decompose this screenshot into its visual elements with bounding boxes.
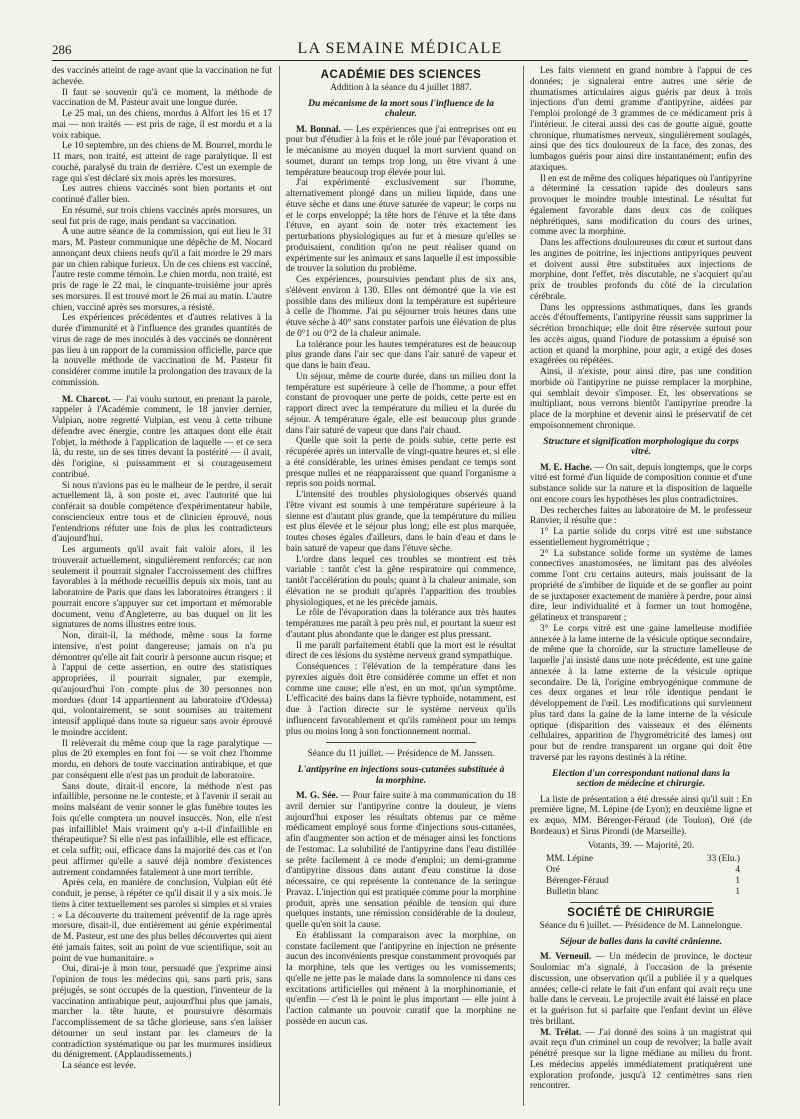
paragraph: Des recherches faites au laboratoire de M. le professeur Ranvier, il résulte que : [530, 505, 752, 527]
paragraph: Il me paraît parfaitement établi que la mort est le résultat direct de ces lésions du système nerveux grand sympathique. [286, 640, 516, 662]
paragraph: Les autres chiens vaccinés sont bien portants et ont continué d'aller bien. [52, 184, 272, 205]
paragraph [530, 952, 752, 1027]
vote-row [530, 865, 752, 876]
vote-count: 4 [735, 865, 740, 875]
paragraph: Si nous n'avions pas eu le malheur de le perdre, il serait actuellement là, à son poste et, avec l'autorité que lui conférait sa double compétence d'expérimentateur habile, consciencieux entre tous et de clinicien éprouvé, nous l'entendrions réfuter une fois de plus les contradicteurs d'aujourd'hui. [52, 480, 272, 545]
paragraph: La séance est levée. [62, 1061, 136, 1071]
speaker-name: M. G. Sée. [296, 791, 338, 801]
article-title: Election d'un correspondant national dans la section de médecine et chirurgie. [552, 768, 730, 789]
paragraph: Le 10 septembre, un des chiens de M. Bourrel, mordu le 11 mars, non traité, est atteint de rage paralytique. Il est couché, paralysé du train de derrière. C'est un exemple de rage qui s'est déclaré six mois après les morsures. [52, 141, 272, 184]
vote-name: Bérenger-Féraud [546, 875, 609, 886]
vote-name: Bulletin blanc [546, 886, 599, 897]
vote-row [530, 887, 752, 898]
paragraph: Les expériences précédentes et d'autres relatives à la durée d'immunité et à l'influence des grandes quantités de virus de rage de mes inoculés à des vaccinés ne donnèrent pas lieu à un rapport de la commission officielle, parce que la nouvelle méthode de vaccination de M. Pasteur fit considérer comme inutile la prolongation des travaux de la commission. [52, 313, 272, 388]
paragraph: Un séjour, même de courte durée, dans un milieu dont la température est supérieure à celle de l'homme, a pour effet constant de provoquer une perte de poids, cette perte est en rapport direct avec la température du milieu et la durée du séjour. A température égale, elle est beaucoup plus grande dans l'air saturé de vapeur que dans l'air chaud. [286, 371, 516, 436]
paragraph: La liste de présentation a été dressée ainsi qu'il suit : En première ligne, M. Lépine (de Lyon); en deuxième ligne et ex æquo, MM. Bérenger-Féraud (de Toulon), Oré (de Bordeaux) et Sirus Pirondi (de Marseille). [530, 794, 752, 837]
paragraph: Ainsi, il n'existe, pour ainsi dire, pas une condition morbide où l'antipyrine ne puisse remplacer la morphine, qui semblait devoir s'imposer. Et, les observations se multipliant, nous verrons bientôt l'antipyrine prendre la place de la morphine et devenir ainsi le préservatif de cet empoisonnement chronique. [530, 367, 752, 431]
article-title: L'antipyrine en injections sous-cutanées substituée à la morphine. [297, 765, 505, 786]
article-title: Séjour de balles dans la cavité crânienne. [559, 936, 723, 947]
paragraph: L'ordre dans lequel ces troubles se montrent est très variable : tantôt c'est la gêne respiratoire qui commence, tantôt l'accélération du pouls; quant à la chaleur animale, son élévation ne se produit qu'après l'apparition des troubles physiologiques, et ne les précède jamais. [286, 554, 516, 608]
paragraph: Il relèverait du même coup que la rage paralytique — plus de 20 exemples en font foi — se voit chez l'homme mordu, en dehors de toute vaccination antirabique, et que par conséquent elle n'est pas un produit de laboratoire. [52, 738, 272, 781]
votes-line: Votants, 39. — Majorité, 20. [587, 840, 695, 851]
paragraph: La tolérance pour les hautes températures est de beaucoup plus grande dans l'air sec que dans l'air saturé de vapeur et que dans le bain d'eau. [286, 339, 516, 371]
vote-count: 1 [735, 875, 740, 886]
paragraph: Après cela, en manière de conclusion, Vulpian eût été conduit, je pense, à répéter ce qu'il disait il y a six mois. Je tiens à citer textuellement ses paroles si simples et si vraies : « La découverte du traitement préventif de la rage après morsure, disait-il, due entièrement au génie expérimental de M. Pasteur, est une des plus belles découvertes qui aient été jamais faites, soit au point de vue scientifique, soit au point de vue humanitaire. » [52, 878, 272, 964]
vote-name: Oré [546, 865, 560, 875]
speaker-name: M. Trélat. [540, 1027, 582, 1038]
paragraph: Il faut se souvenir qu'à ce moment, la méthode de vaccination de M. Pasteur avait une longue durée. [52, 87, 272, 109]
paragraph: Le 25 mai, un des chiens, mordus à Alfort les 16 et 17 mai — non traités — est pris de rage, il est mordu et a la voix rabique. [52, 109, 272, 141]
paragraph: Non, dirait-il, la méthode, même sous la forme intensive, n'est point dangereuse; jamais on n'a pu démontrer qu'elle ait fait courir à personne aucun risque; et à l'appui de cette assertion, en outre des statistiques appropriées, il pourrait signaler, par exemple, qu'aujourd'hui l'on compte plus de 30 personnes non mordues (dont 14 appartiennent au laboratoire d'Odessa) qui, volontairement, se sont soumises au traitement intensif appliqué dans toute sa rigueur sans avoir éprouvé le moindre accident. [52, 631, 272, 738]
column-rule [279, 66, 280, 1106]
paragraph: Oui, dirai-je à mon tour, persuadé que j'exprime ainsi l'opinion de tous les médecins qui, sans parti pris, sans préjugés, se sont occupés de la question, l'inventeur de la vaccination antirabique peut, aujourd'hui plus que jamais, marcher la tête haute, et poursuivre désormais l'accomplissement de sa tâche glorieuse, sans s'en laisser détourner un seul instant par les clameurs de la contradiction systématique ou par les murmures insidieux du dénigrement. (Applaudissements.) [52, 964, 272, 1061]
paragraph: J'ai expérimenté exclusivement sur l'homme, alternativement plongé dans un milieu liquide, dans une étuve sèche et dans une étuve saturée de vapeur; le corps nu et le corps enveloppé; la tête hors de l'étuve et la tête dans l'étuve, en ayant soin de noter très exactement les perturbations physiologiques au fur et à mesure qu'elles se produisaient, condition qu'on ne peut réaliser quand on expérimente sur les animaux et sans laquelle il est impossible de trouver la solution du problème. [286, 178, 516, 275]
paragraph: 2° La substance solide forme un système de lames connectives anastomosées, ne limitant pas des alvéoles comme l'ont cru certains auteurs, mais jouissant de la propriété de s'imbiber de liquide et de se gonfler au point de se juxtaposer exactement de manière à perdre, pour ainsi dire, leur individualité et à former un tout homogène, gélatineux et transparent ; [530, 548, 752, 623]
paragraph-text: — Les expériences que j'ai entreprises ont eu pour but d'étudier à la fois et le rôle joué par l'évaporation et le mécanisme au moyen duquel la mort survient quand on soumet, durant un temps trop long, un être vivant à une température beaucoup trop élevée pour lui. [286, 124, 516, 178]
paragraph [286, 791, 516, 931]
vote-count: 33 (Elu.) [706, 854, 740, 865]
column-rule [523, 66, 524, 1106]
article-title: Du mécanisme de la mort sous l'influence de la chaleur. [308, 98, 494, 119]
paragraph: Les arguments qu'il avait fait valoir alors, il les trouverait actuellement, singulièrement renforcés; car non seulement il pourrait signaler l'accroissement des chiffres favorables à la méthode recueillis depuis six mois, tant au laboratoire de Paris que dans les laboratoires étrangers : il pourrait encore s'appuyer sur cet important et mémorable document, venu d'Angleterre, au bas duquel on lit les signatures de noms illustres entre tous. [52, 545, 272, 631]
paragraph: 3° Le corps vitré est une gaine lamelleuse modifiée annexée à la lame interne de la vésicule optique secondaire, de même que la choroïde, sur la structure lamelleuse de laquelle j'ai insisté dans une note précédente, est une gaine annexée à la lame externe de la vésicule optique secondaire. De là, l'origine embryogénique commune de ces deux organes et leur rôle identique pendant le développement de l'œil. Les modifications qui surviennent plus tard dans la gaine de la lame interne de la vésicule optique (disparition des vaisseaux et des éléments cellulaires, apparition de l'hygrométricité des lames) ont pour but de rendre transparent un organe qui doit être traversé par les rayons destinés à la rétine. [530, 623, 752, 763]
paragraph-text: — J'ai voulu surtout, en prenant la parole, rappeler à l'Académie comment, le 18 janvier dernier, Vulpian, notre regretté Vulpian, est venu à cette tribune défendre avec énergie, contre les attaques dont elle était l'objet, la méthode à l'application de laquelle — et ce sera là, du reste, un de ses titres devant la postérité — il avait, dès l'origine, si puissamment et si courageusement contribué. [52, 394, 272, 480]
seance-line: Séance du 6 juillet. — Présidence de M. Lannelongue. [539, 921, 743, 931]
paragraph: En établissant la comparaison avec la morphine, on constate facilement que l'antipyrine en injection ne présente aucun des inconvénients presque constamment provoqués par la morphine, tels que les vertiges ou les vomissements; qu'elle ne jette pas le malade dans la somnolence ni dans ces excitations artificielles qui mènent à la morphinomanie, et qu'enfin — c'est là le point le plus important — elle joint à l'action calmante un pouvoir curatif que la morphine ne possède en aucun cas. [286, 930, 516, 1027]
paragraph: Conséquences : l'élévation de la température dans les pyrexies aiguës doit être considérée comme un effet et non comme une cause; elle n'est, en un mot, qu'un symptôme. L'efficacité des bains dans la fièvre typhoïde, notamment, est due à l'action directe sur le système nerveux qu'ils influencent favorablement et qu'ils ramènent pour un temps plus ou moins long à son fonctionnement normal. [286, 662, 516, 737]
article-title: Structure et signification morphologique du corps vitré. [543, 436, 739, 457]
paragraph: Dans les affections douloureuses du cœur et surtout dans les angines de poitrine, les injections antipyriques peuvent et doivent aussi être substituées aux injections de morphine, dont l'effet, très discutable, ne s'acquiert qu'au prix de troubles profonds du côté de la circulation cérébrale. [530, 238, 752, 302]
paragraph: des vaccinés atteint de rage avant que la vaccination ne fut achevée. [52, 66, 272, 87]
paragraph: 1° La partie solide du corps vitré est une substance essentiellement hygrométrique ; [530, 527, 752, 548]
vote-results [530, 841, 752, 898]
speaker-name: M. Bonnal. [296, 124, 341, 135]
column-left [52, 66, 272, 1111]
speaker-name: M. Verneuil. [540, 952, 592, 963]
page-number: 286 [52, 42, 72, 57]
paragraph [52, 395, 272, 481]
section-subtitle: Addition à la séance du 4 juillet 1887. [330, 82, 472, 93]
column-middle [286, 66, 516, 1111]
paragraph-text: — J'ai donné des soins à un magistrat qui avait reçu d'un criminel un coup de revolver; la balle avait pénétré presque sur la ligne médiane au milieu du front. Les médecins appelés immédiatement pratiquèrent une exploration profonde, jusqu'à 12 centimètres sans rien rencontrer. [530, 1027, 752, 1092]
separator [326, 742, 476, 743]
paragraph-text: — Un médecin de province, le docteur Soulomiac m'a signalé, à l'occasion de la présente discussion, une observation qu'il a publiée il y a quelques années; celle-ci relate le fait d'un enfant qui avait reçu une balle dans le cerveau. Le projectile avait été laissé en place et la guérison fut si parfaite que l'enfant devint un élève très brillant. [530, 952, 752, 1027]
column-right [530, 66, 752, 1111]
paragraph: Quelle que soit la perte de poids subie, cette perte est récupérée après un intervalle de vingt-quatre heures et, si elle a été considérable, les urines émises pendant ce temps sont presque nulles et ne réapparaissent que quand l'organisme a repris son poids normal. [286, 436, 516, 490]
page-header [52, 40, 748, 61]
paragraph [530, 1028, 752, 1093]
journal-title: LA SEMAINE MÉDICALE [297, 40, 503, 57]
paragraph: Sans doute, dirait-il encore, la méthode n'est pas infaillible, personne ne le conteste, et à l'avenir il serait au moins malséant de venir sonner le glas funèbre toutes les fois qu'elle comptera un nouvel insuccès. Non, elle n'est pas infaillible! Mais vraiment qu'y a-t-il d'infaillible en thérapeutique? Si elle n'est pas infaillible, elle est efficace, et cela suffit; oui, efficace dans la majorité des cas et l'on peut affirmer qu'elle a sauvé déjà nombre d'existences autrement condamnées fatalement à une mort terrible. [52, 781, 272, 878]
paragraph: Il en est de même des coliques hépatiques où l'antipyrine a déterminé la cessation rapide des douleurs sans provoquer le moindre trouble intestinal. Le résultat fut également favorable dans deux cas de coliques néphrétiques, sans modification du cours des urines, comme avec la morphine. [530, 173, 752, 238]
paragraph-text: — Pour faire suite à ma communication du 18 avril dernier sur l'antipyrine contre la douleur, je viens aujourd'hui exposer les résultats obtenus par ce même médicament employé sous forme d'injections sous-cutanées, afin d'augmenter son action et de ménager ainsi les fonctions de l'estomac. La solubilité de l'antipyrine dans l'eau distillée se prête facilement à ce mode d'emploi; un demi-gramme d'antipyrine dissous dans autant d'eau constitue la dose nécessaire, ce qui représente la contenance de la seringue Pravaz. L'injection qui est pratiquée comme pour la morphine produit, après une sensation pénible de tension qui dure quelques instants, une rémission considérable de la douleur, quelle qu'en soit la cause. [286, 791, 516, 930]
charcot-speech [52, 395, 272, 1072]
paragraph: En résumé, sur trois chiens vaccinés après morsures, un seul fut pris de rage, mais pendant sa vaccination. [52, 205, 272, 227]
paragraph: Les faits viennent en grand nombre à l'appui de ces données; je signalerai entre autres une série de rhumatismes articulaires aigus guéris par deux à trois injections d'un demi gramme d'antipyrine, aidées par l'emploi prolongé de 3 grammes de ce médicament pris à l'intérieur. Je citerai aussi des cas de goutte aiguë, goutte chronique, rhumatismes nerveux, singulièrement soulagés, ainsi que des tics douloureux de la face, des zonas, des lumbagos guéris pour ainsi dire instantanément; enfin des ataxiques. [530, 66, 752, 173]
vote-row [530, 854, 752, 865]
paragraph [286, 125, 516, 179]
paragraph: Dans les oppressions asthmatiques, dans les grands accès d'étouffements, l'antipyrine réussit sans supprimer la sécrétion bronchique; elle doit être réservée surtout pour les accès aigus, quand l'iodure de potassium a épuisé son action et quand la morphine, pour agir, a exigé des doses exagérées ou répétées. [530, 302, 752, 367]
vote-count: 1 [735, 886, 740, 897]
section-title: ACADÉMIE DES SCIENCES [320, 69, 482, 81]
separator [570, 902, 712, 903]
paragraph: Ces expériences, poursuivies pendant plus de six ans, s'élèvent environ à 130. Elles ont démontré que la vie est possible dans des milieux dont la température est supérieure à celle de l'homme. J'ai pu séjourner trois heures dans une étuve sèche à 40° sans constater parfois une élévation de plus de 0°1 ou 0°2 de la chaleur animale. [286, 275, 516, 339]
vote-row [530, 876, 752, 887]
seance-line: Séance du 11 juillet. — Présidence de M. Janssen. [307, 749, 495, 760]
paragraph [530, 463, 752, 506]
paragraph: Le rôle de l'évaporation dans la tolérance aux très hautes températures me paraît à peu près nul, et pourtant la sueur est d'autant plus abondante que le danger est plus pressant. [286, 608, 516, 640]
paragraph-text: — On sait, depuis longtemps, que le corps vitré est formé d'un liquide de composition connue et d'une substance solide sur la nature et la disposition de laquelle ont encore cours les hypothèses les plus contradictoires. [530, 462, 752, 505]
speaker-name: M. E. Hache. [540, 462, 592, 473]
paragraph: L'intensité des troubles physiologiques observés quand l'être vivant est soumis à une température supérieure à la sienne est d'autant plus grande, que la température du milieu est plus élevée et le séjour plus long; elle est plus marquée, toutes choses égales d'ailleurs, dans le bain d'eau et dans le bain saturé de vapeur que dans l'étuve sèche. [286, 490, 516, 554]
paragraph: A une autre séance de la commission, qui eut lieu le 31 mars, M. Pasteur communique une dépêche de M. Nocard annonçant deux chiens neufs qu'il a fait mordre le 29 mars par un chien rabique furieux. Un de ces chiens est vacciné, l'autre reste comme témoin. Le chien mordu, non traité, est pris de rage le 22 mai, le cinquante-troisième jour après ses morsures. Il est trouvé mort le 26 mai au matin. L'autre chien, vacciné après ses morsures, a résisté. [52, 227, 272, 313]
speaker-name: M. Charcot. [62, 394, 111, 405]
vote-name: MM. Lépine [546, 854, 593, 865]
section-title: SOCIÉTÉ DE CHIRURGIE [567, 907, 715, 920]
